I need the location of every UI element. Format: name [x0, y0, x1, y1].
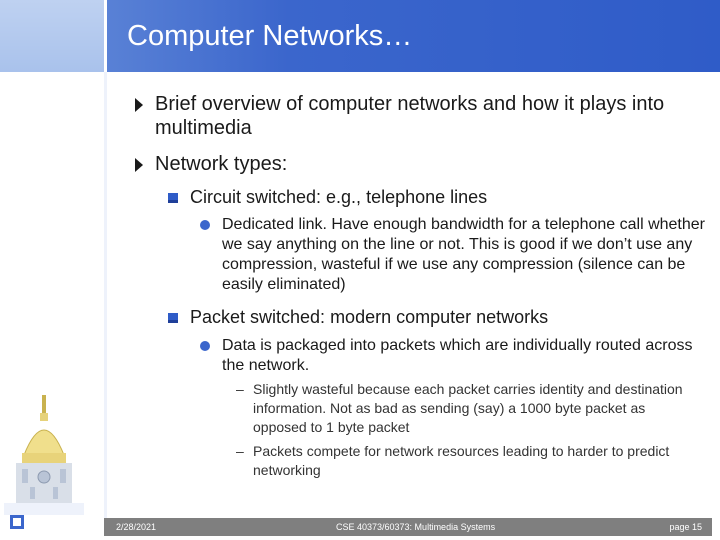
corner-square: [10, 515, 24, 529]
dash-bullet: –: [236, 443, 244, 459]
circle-bullet-icon: [200, 220, 210, 230]
dome-building-icon: [4, 395, 98, 515]
right-triangle-icon: [135, 158, 143, 172]
right-triangle-icon: [135, 98, 143, 112]
bullet-level2: [168, 186, 710, 208]
bullet-level1: [135, 92, 715, 140]
bullet-level3: [200, 336, 712, 376]
dash-bullet: –: [236, 381, 244, 397]
footer-course: CSE 40373/60373: Multimedia Systems: [336, 522, 496, 532]
bullet-text: Packet switched: modern computer networks: [190, 307, 549, 327]
bullet-text: Brief overview of computer networks and how it plays into multimedia: [155, 93, 665, 139]
square-bullet-icon: [168, 313, 178, 323]
footer-date: 2/28/2021: [116, 522, 157, 532]
bullet-text: Slightly wasteful because each packet carries identity and destination information. Not as bad as sending (say) a 1000 byte packet as opposed to 1 byte packet: [253, 381, 683, 435]
circle-bullet-icon: [200, 341, 210, 351]
title-accent-block: [0, 0, 107, 72]
bullet-level3: [200, 215, 712, 295]
margin-divider: [104, 72, 107, 518]
title-bar: [0, 0, 720, 72]
bullet-text: Packets compete for network resources leading to harder to predict networking: [253, 443, 670, 478]
footer-bar: [104, 518, 712, 536]
footer-page-number: page 15: [669, 522, 702, 532]
bullet-text: Data is packaged into packets which are individually routed across the network.: [222, 337, 693, 374]
bullet-level4: [232, 442, 698, 480]
bullet-text: Dedicated link. Have enough bandwidth for a telephone call whether we say anything on the line or not. This is good if we don’t use any compression, wasteful if we use any compression (silence can be easily eliminated): [222, 216, 705, 293]
bullet-level4: [232, 380, 698, 437]
bullet-text: Circuit switched: e.g., telephone lines: [190, 187, 488, 207]
square-bullet-icon: [168, 193, 178, 203]
bullet-text: Network types:: [155, 153, 288, 175]
slide-title: Computer Networks…: [127, 20, 413, 52]
bullet-level1: [135, 152, 715, 176]
bullet-level2: [168, 306, 710, 328]
